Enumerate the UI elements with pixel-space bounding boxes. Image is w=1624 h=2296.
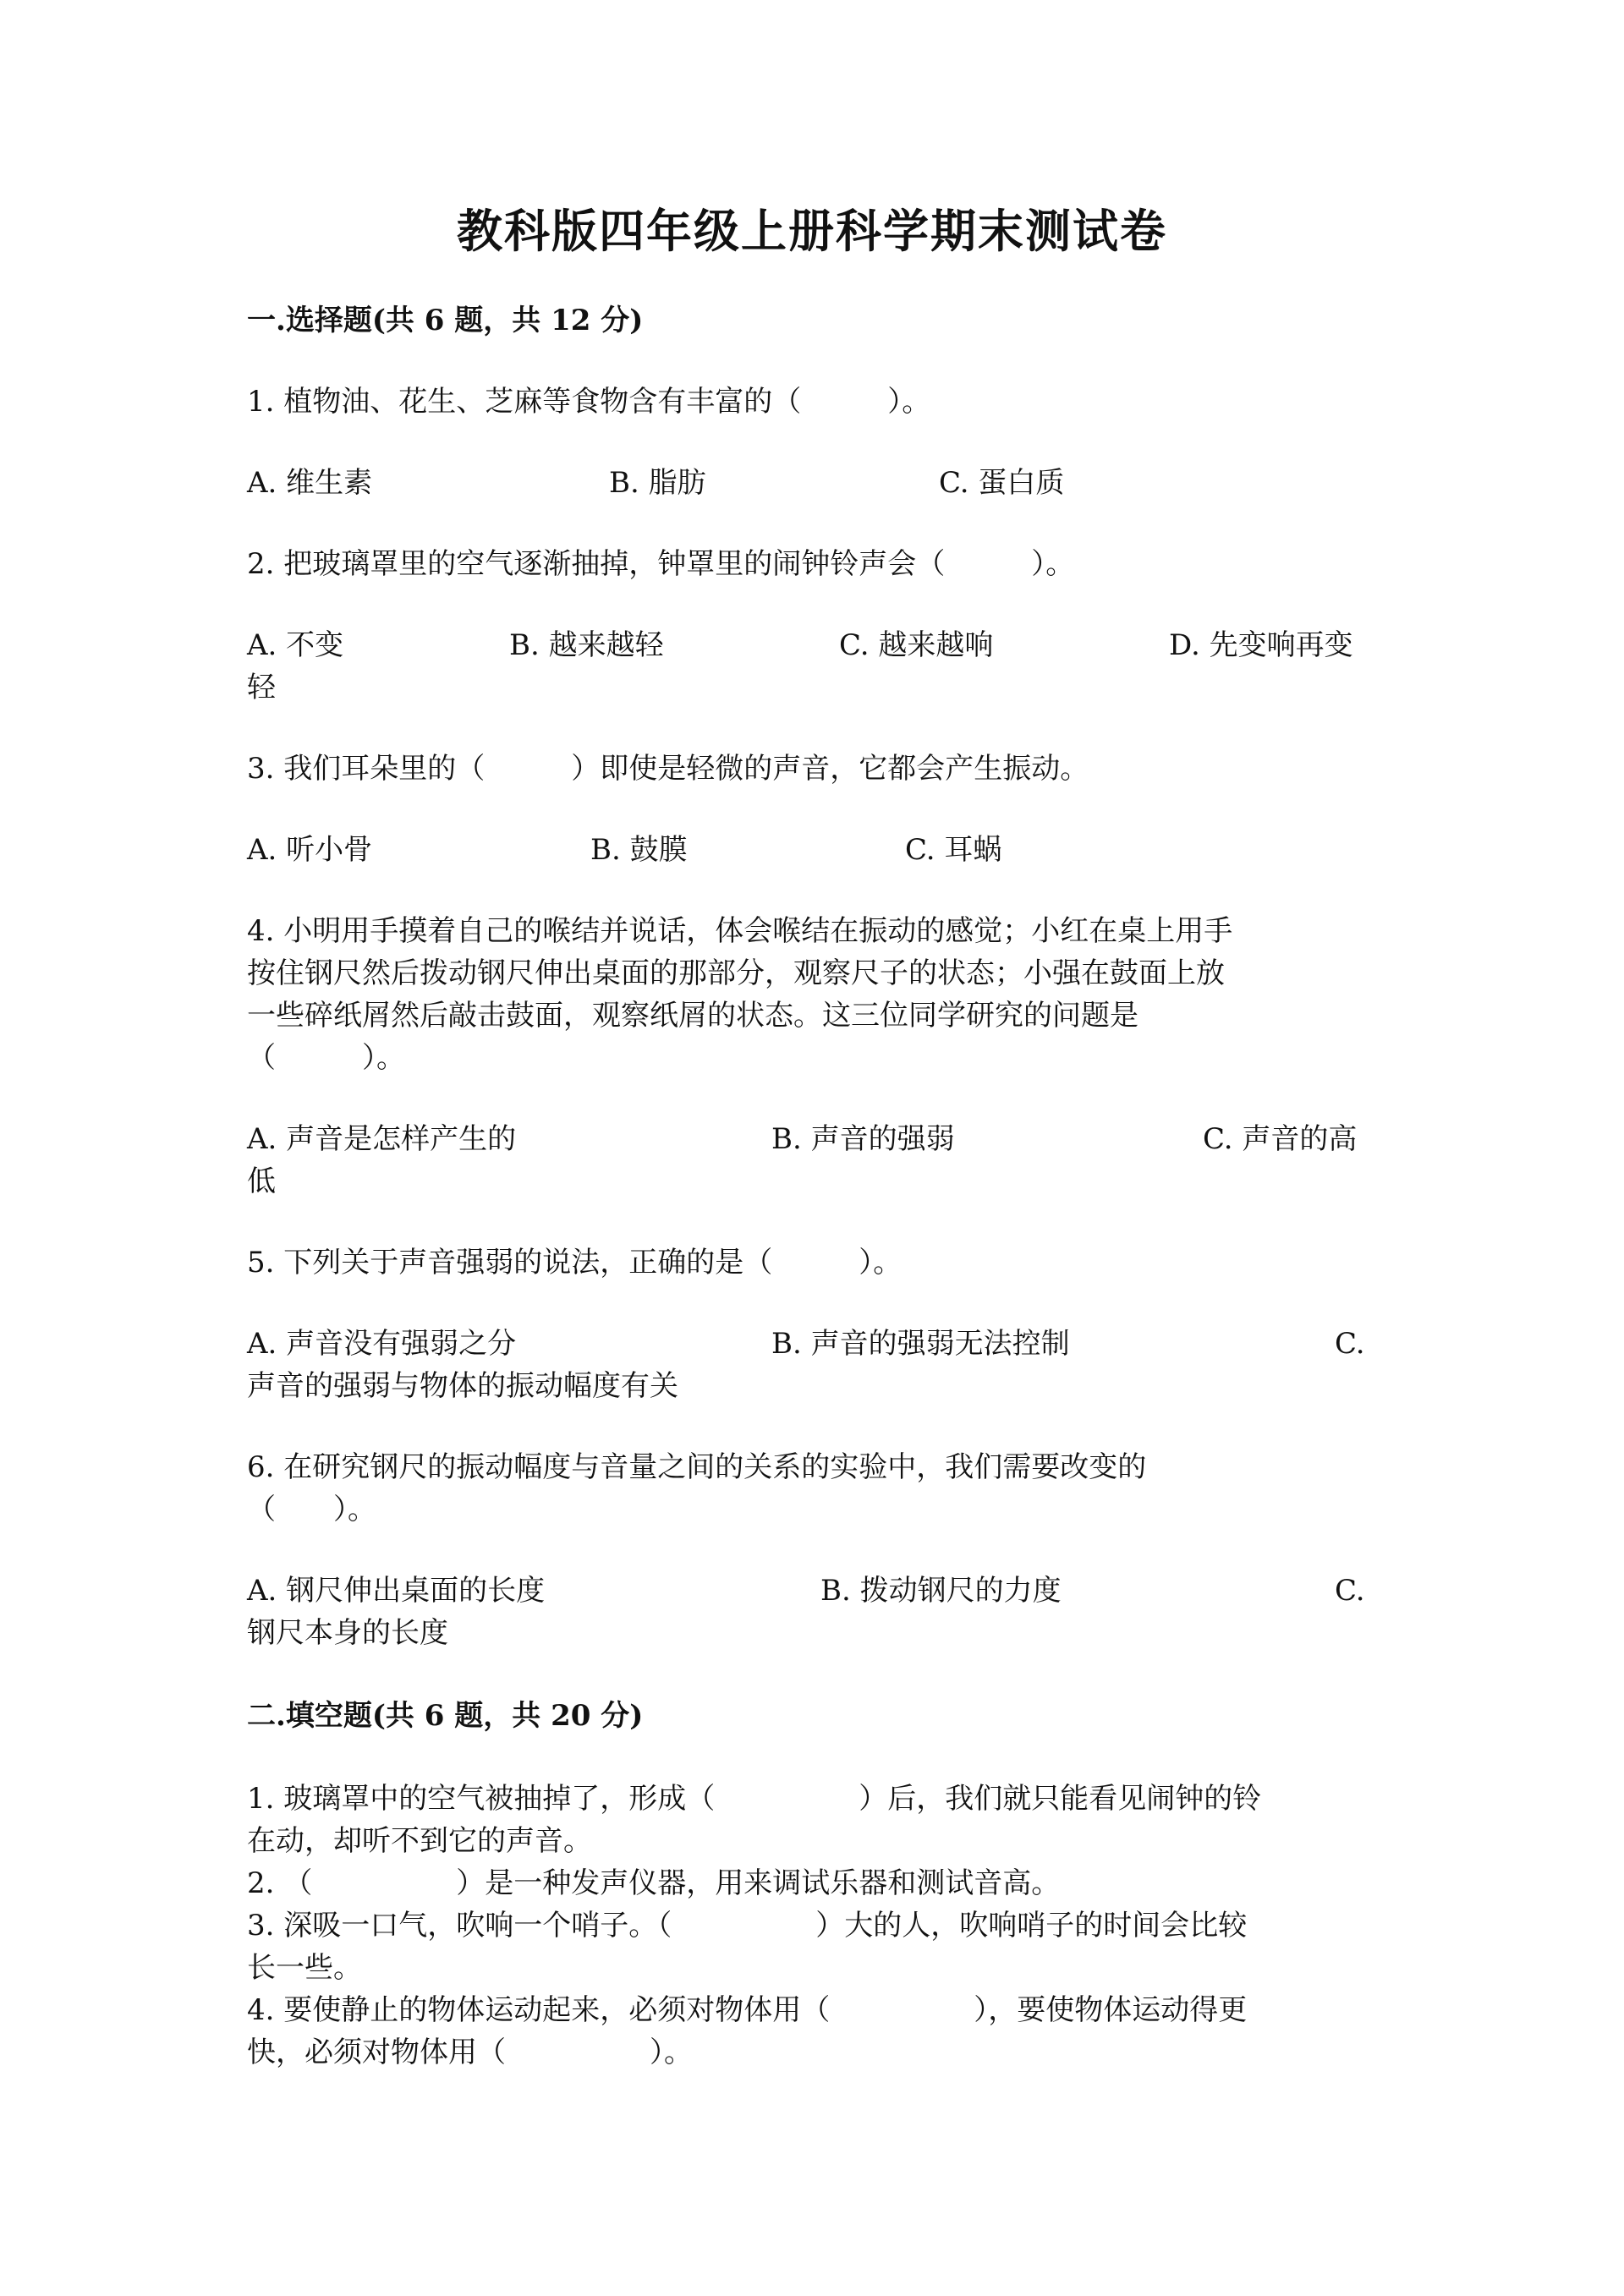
question-6-text-line-2: （ ）。 xyxy=(247,1493,376,1526)
question-4-text-line-2: 按住钢尺然后拨动钢尺伸出桌面的那部分，观察尺子的状态；小强在鼓面上放 xyxy=(247,956,1225,990)
fill-blank-line-7: 快，必须对物体用（ ）。 xyxy=(247,2036,693,2069)
fill-blank-line-5: 长一些。 xyxy=(247,1951,362,1985)
question-2-option-b: B. 越来越轻 xyxy=(509,628,664,662)
question-4-text-line-1: 4. 小明用手摸着自己的喉结并说话，体会喉结在振动的感觉；小红在桌上用手 xyxy=(247,914,1233,948)
question-5-option-c-text: 声音的强弱与物体的振动幅度有关 xyxy=(247,1369,678,1403)
section-heading-fill-blank: 二.填空题(共 6 题，共 20 分) xyxy=(247,1699,644,1733)
question-3-option-c: C. 耳蜗 xyxy=(905,833,1002,867)
question-2-option-d-wrap: 轻 xyxy=(247,671,276,704)
question-5-option-c-label: C. xyxy=(1335,1327,1365,1361)
question-4-text-line-3: 一些碎纸屑然后敲击鼓面，观察纸屑的状态。这三位同学研究的问题是 xyxy=(247,999,1138,1033)
question-5-option-a: A. 声音没有强弱之分 xyxy=(247,1327,517,1361)
question-1-option-b: B. 脂肪 xyxy=(609,466,706,500)
question-4-text-line-4: （ ）。 xyxy=(247,1041,405,1075)
question-6-text-line-1: 6. 在研究钢尺的振动幅度与音量之间的关系的实验中，我们需要改变的 xyxy=(247,1450,1147,1484)
question-1-text: 1. 植物油、花生、芝麻等食物含有丰富的（ ）。 xyxy=(247,385,931,419)
question-2-text: 2. 把玻璃罩里的空气逐渐抽掉，钟罩里的闹钟铃声会（ ）。 xyxy=(247,547,1075,581)
question-5-option-b: B. 声音的强弱无法控制 xyxy=(771,1327,1070,1361)
question-6-option-a: A. 钢尺伸出桌面的长度 xyxy=(247,1574,546,1608)
question-1-option-c: C. 蛋白质 xyxy=(939,466,1065,500)
question-2-option-a: A. 不变 xyxy=(247,628,344,662)
fill-blank-line-6: 4. 要使静止的物体运动起来，必须对物体用（ ），要使物体运动得更 xyxy=(247,1993,1248,2027)
question-5-text: 5. 下列关于声音强弱的说法，正确的是（ ）。 xyxy=(247,1246,903,1280)
fill-blank-line-2: 在动，却听不到它的声音。 xyxy=(247,1824,592,1858)
question-3-option-a: A. 听小骨 xyxy=(247,833,373,867)
page-title: 教科版四年级上册科学期末测试卷 xyxy=(457,204,1167,258)
question-4-option-a: A. 声音是怎样产生的 xyxy=(247,1122,517,1156)
fill-blank-line-3: 2. （ ）是一种发声仪器，用来调试乐器和测试音高。 xyxy=(247,1866,1061,1900)
question-3-option-b: B. 鼓膜 xyxy=(590,833,688,867)
question-1-option-a: A. 维生素 xyxy=(247,466,373,500)
section-heading-choice: 一.选择题(共 6 题，共 12 分) xyxy=(247,304,644,337)
question-4-option-c-wrap: 低 xyxy=(247,1164,276,1198)
question-4-option-c: C. 声音的高 xyxy=(1203,1122,1358,1156)
fill-blank-line-4: 3. 深吸一口气，吹响一个哨子。（ ）大的人，吹响哨子的时间会比较 xyxy=(247,1909,1248,1943)
question-6-option-b: B. 拨动钢尺的力度 xyxy=(820,1574,1062,1608)
question-2-option-d: D. 先变响再变 xyxy=(1169,628,1353,662)
question-6-option-c-text: 钢尺本身的长度 xyxy=(247,1616,448,1650)
question-6-option-c-label: C. xyxy=(1335,1574,1365,1608)
question-3-text: 3. 我们耳朵里的（ ）即使是轻微的声音，它都会产生振动。 xyxy=(247,752,1089,786)
question-2-option-c: C. 越来越响 xyxy=(839,628,994,662)
question-4-option-b: B. 声音的强弱 xyxy=(771,1122,955,1156)
fill-blank-line-1: 1. 玻璃罩中的空气被抽掉了，形成（ ）后，我们就只能看见闹钟的铃 xyxy=(247,1782,1262,1816)
